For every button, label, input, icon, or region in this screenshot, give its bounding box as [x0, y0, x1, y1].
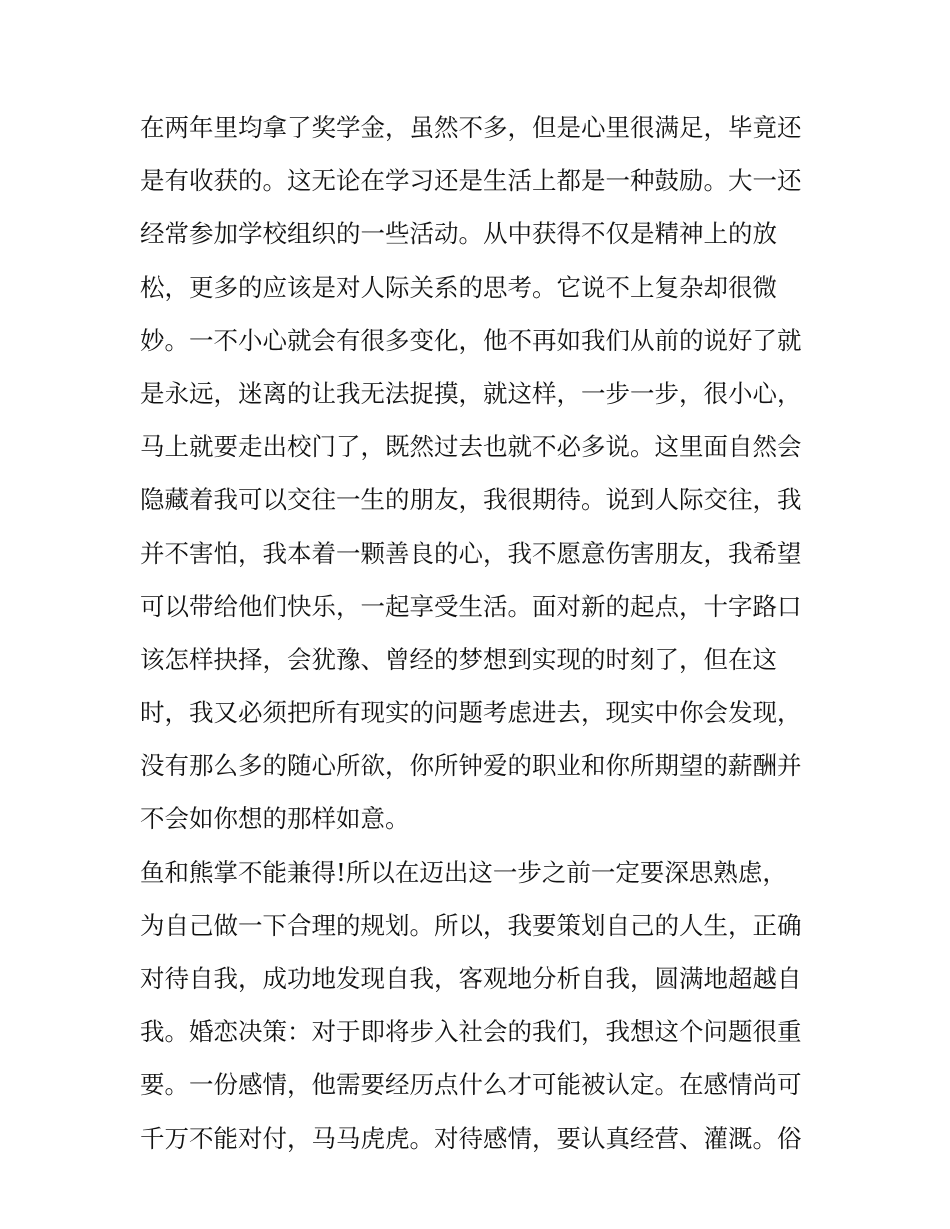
text-line: 对待自我，成功地发现自我，客观地分析自我，圆满地超越自	[140, 964, 802, 993]
text-line: 妙。一不小心就会有很多变化，他不再如我们从前的说好了就	[140, 325, 802, 355]
text-line: 该怎样抉择，会犹豫、曾经的梦想到实现的时刻了，但在这	[140, 644, 777, 674]
text-line: 为自己做一下合理的规划。所以，我要策划自己的人生，正确	[140, 910, 802, 940]
text-line: 马上就要走出校门了，既然过去也就不必多说。这里面自然会	[140, 432, 802, 462]
text-line: 松，更多的应该是对人际关系的思考。它说不上复杂却很微	[140, 272, 777, 302]
body-text	[140, 108, 820, 1172]
text-line: 可以带给他们快乐，一起享受生活。面对新的起点，十字路口	[140, 591, 802, 621]
text-line: 不会如你想的那样如意。	[140, 804, 410, 834]
text-line: 并不害怕，我本着一颗善良的心，我不愿意伤害朋友，我希望	[140, 538, 802, 568]
text-line: 在两年里均拿了奖学金，虽然不多，但是心里很满足，毕竟还	[140, 113, 802, 142]
text-line: 要。一份感情，他需要经历点什么才可能被认定。在感情尚可	[140, 1070, 802, 1100]
text-line: 是永远，迷离的让我无法捉摸，就这样，一步一步，很小心，	[140, 378, 802, 408]
text-line: 经常参加学校组织的一些活动。从中获得不仅是精神上的放	[140, 219, 777, 249]
text-line: 隐藏着我可以交往一生的朋友，我很期待。说到人际交往，我	[140, 485, 802, 515]
text-line: 千万不能对付，马马虎虎。对待感情，要认真经营、灌溉。俗	[140, 1123, 802, 1153]
text-line: 时，我又必须把所有现实的问题考虑进去，现实中你会发现，	[140, 698, 802, 728]
text-line: 没有那么多的随心所欲，你所钟爱的职业和你所期望的薪酬并	[140, 751, 802, 781]
text-line: 我。婚恋决策：对于即将步入社会的我们，我想这个问题很重	[140, 1017, 802, 1047]
text-line: 鱼和熊掌不能兼得!所以在迈出这一步之前一定要深思熟虑，	[140, 857, 787, 887]
text-line: 是有收获的。这无论在学习还是生活上都是一种鼓励。大一还	[140, 166, 802, 196]
